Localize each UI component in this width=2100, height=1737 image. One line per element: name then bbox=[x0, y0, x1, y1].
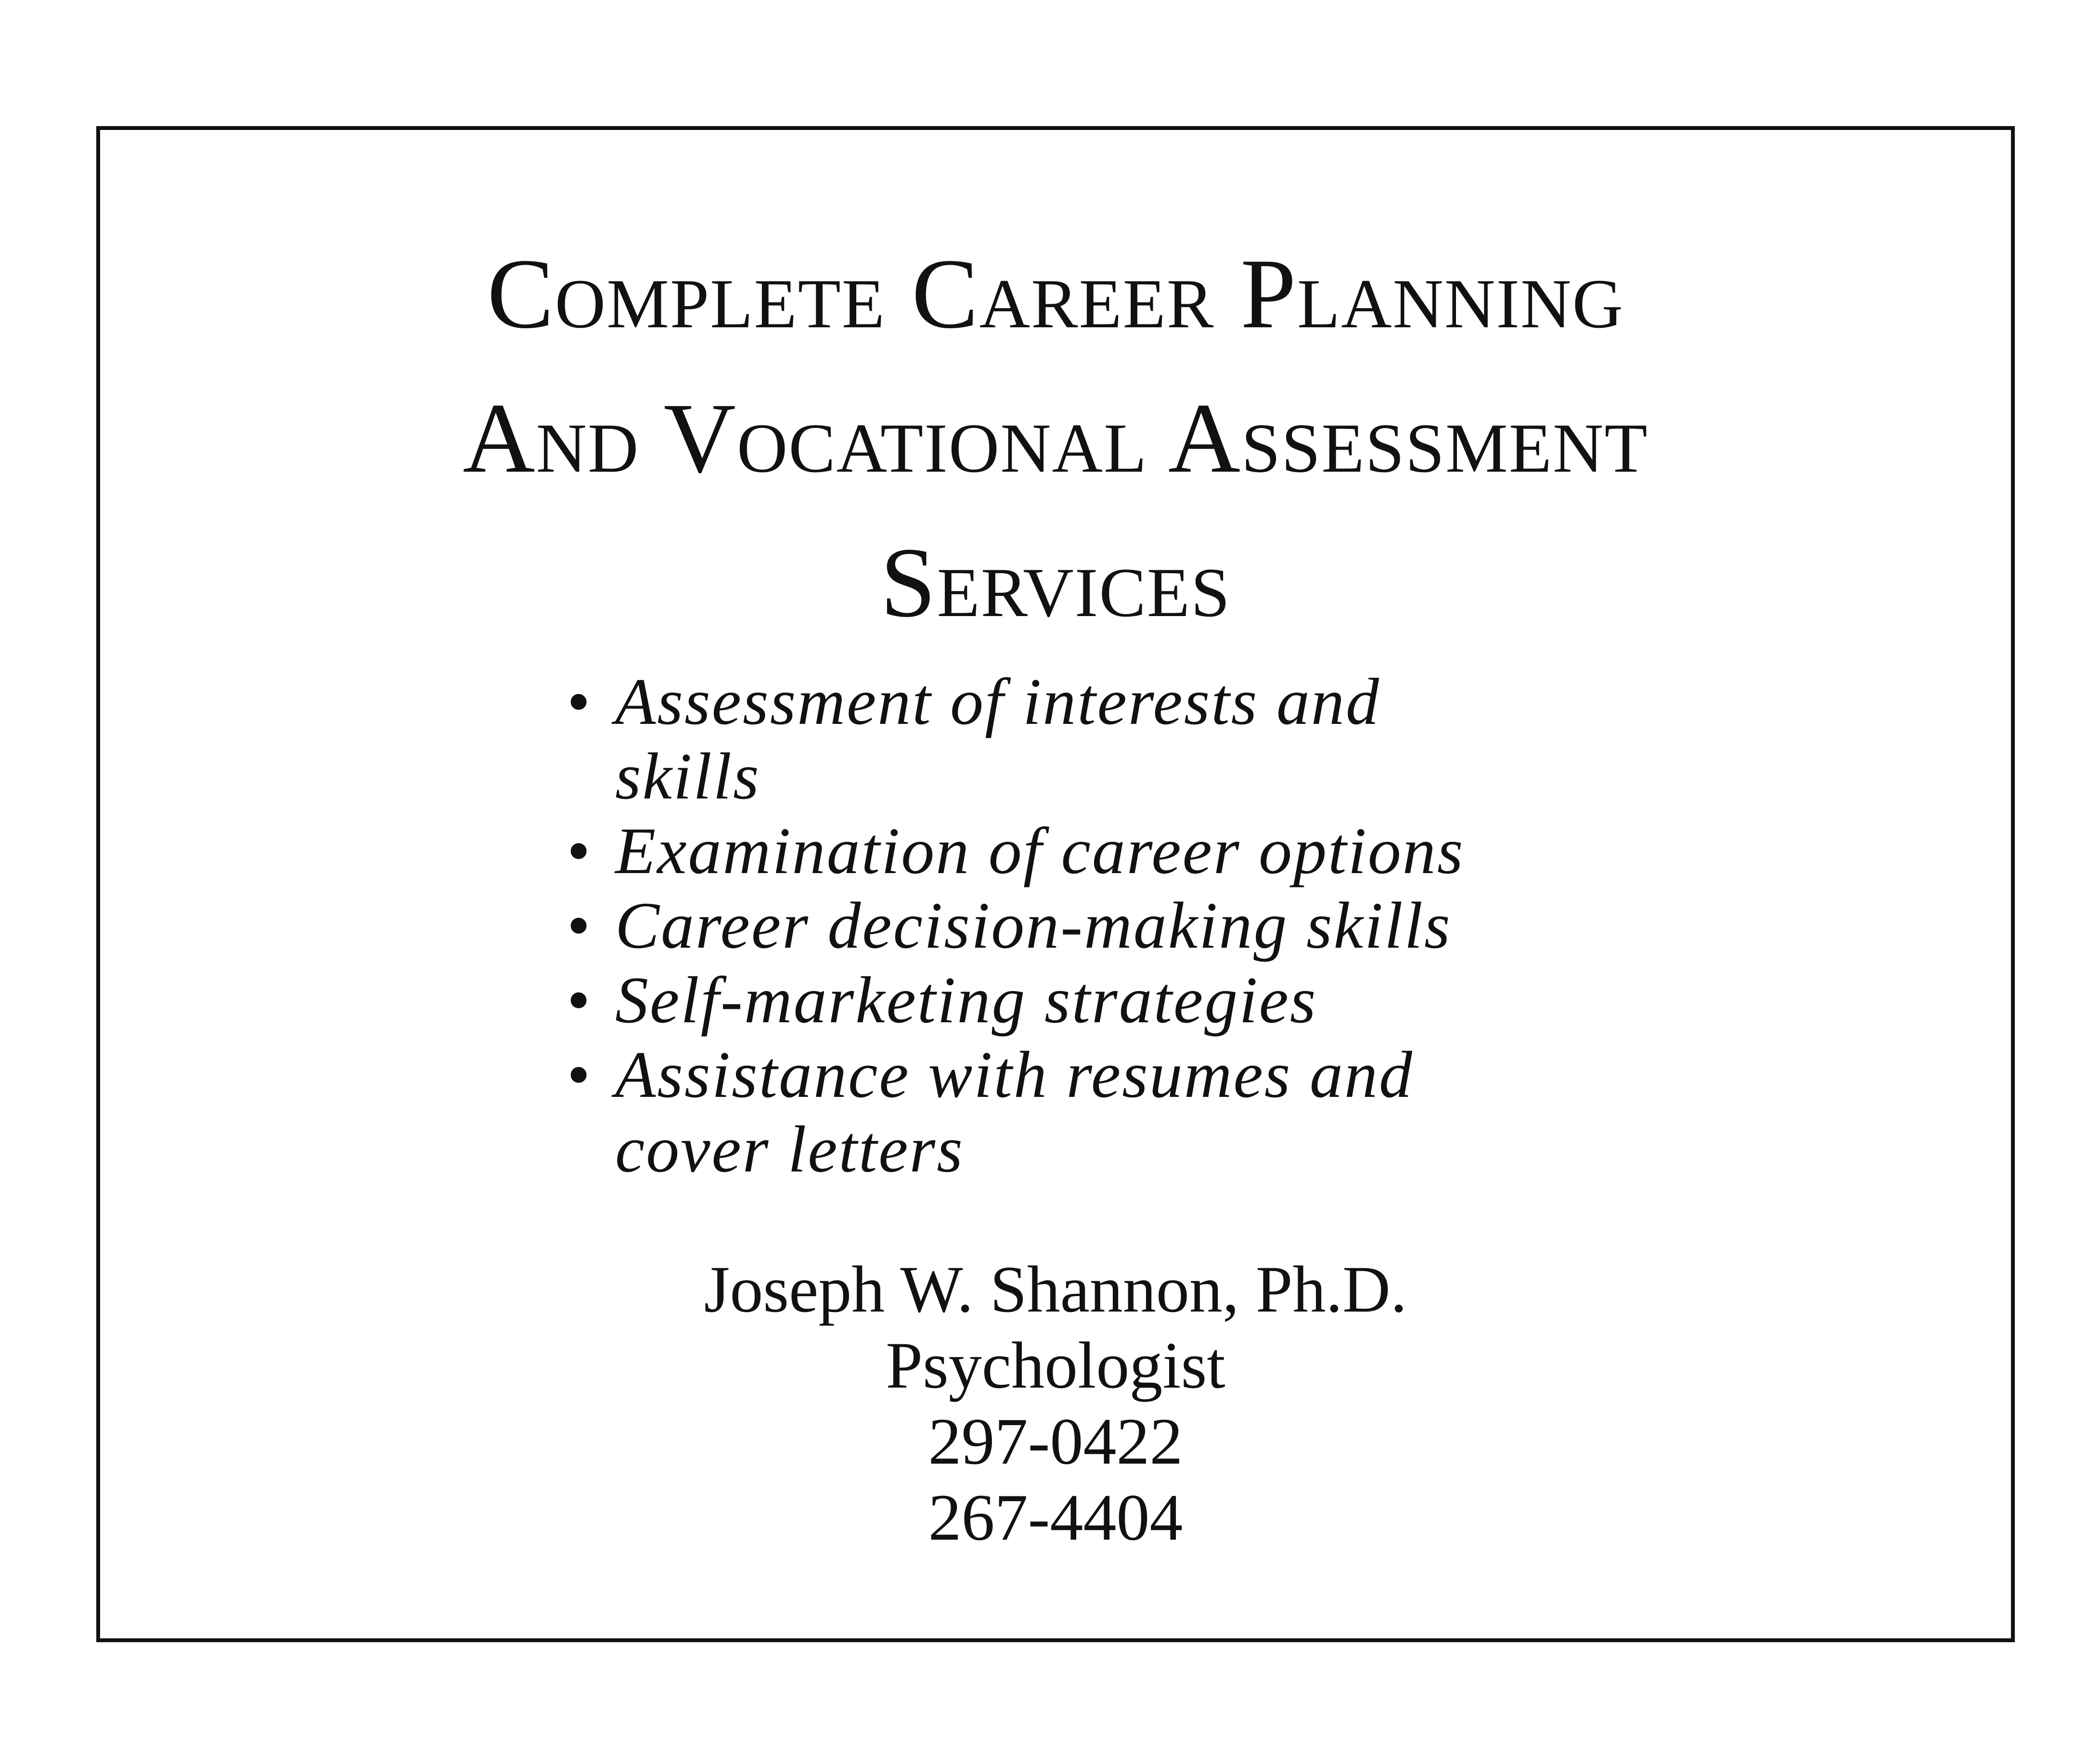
list-item bbox=[567, 963, 1530, 1037]
bullet-icon: • bbox=[567, 665, 592, 738]
bullet-icon: • bbox=[567, 1038, 592, 1111]
contact-phone-2: 267-4404 bbox=[928, 1480, 1183, 1554]
list-item bbox=[567, 813, 1530, 888]
list-item bbox=[567, 1037, 1530, 1186]
list-item bbox=[567, 664, 1530, 813]
bullet-icon: • bbox=[567, 888, 592, 962]
ad-border-frame bbox=[96, 126, 2015, 1642]
services-list bbox=[567, 664, 1530, 1186]
list-item bbox=[567, 888, 1530, 963]
service-text: Examination of career options bbox=[615, 814, 1465, 888]
service-text: Assessment of interests and skills bbox=[615, 665, 1380, 813]
contact-block bbox=[100, 1251, 2011, 1556]
service-text: Assistance with resumes and cover letters bbox=[615, 1038, 1414, 1186]
headline-line-3: Services bbox=[880, 527, 1231, 638]
service-text: Self-marketing strategies bbox=[615, 963, 1317, 1037]
contact-phone-1: 297-0422 bbox=[928, 1404, 1183, 1478]
bullet-icon: • bbox=[567, 963, 592, 1037]
contact-name: Joseph W. Shannon, Ph.D. bbox=[704, 1252, 1407, 1326]
bullet-icon: • bbox=[567, 814, 592, 888]
contact-title: Psychologist bbox=[886, 1328, 1225, 1402]
ad-headline bbox=[100, 221, 2011, 655]
headline-line-2: And Vocational Assessment bbox=[463, 383, 1649, 493]
headline-line-1: Complete Career Planning bbox=[487, 238, 1624, 349]
service-text: Career decision-making skills bbox=[615, 888, 1452, 962]
